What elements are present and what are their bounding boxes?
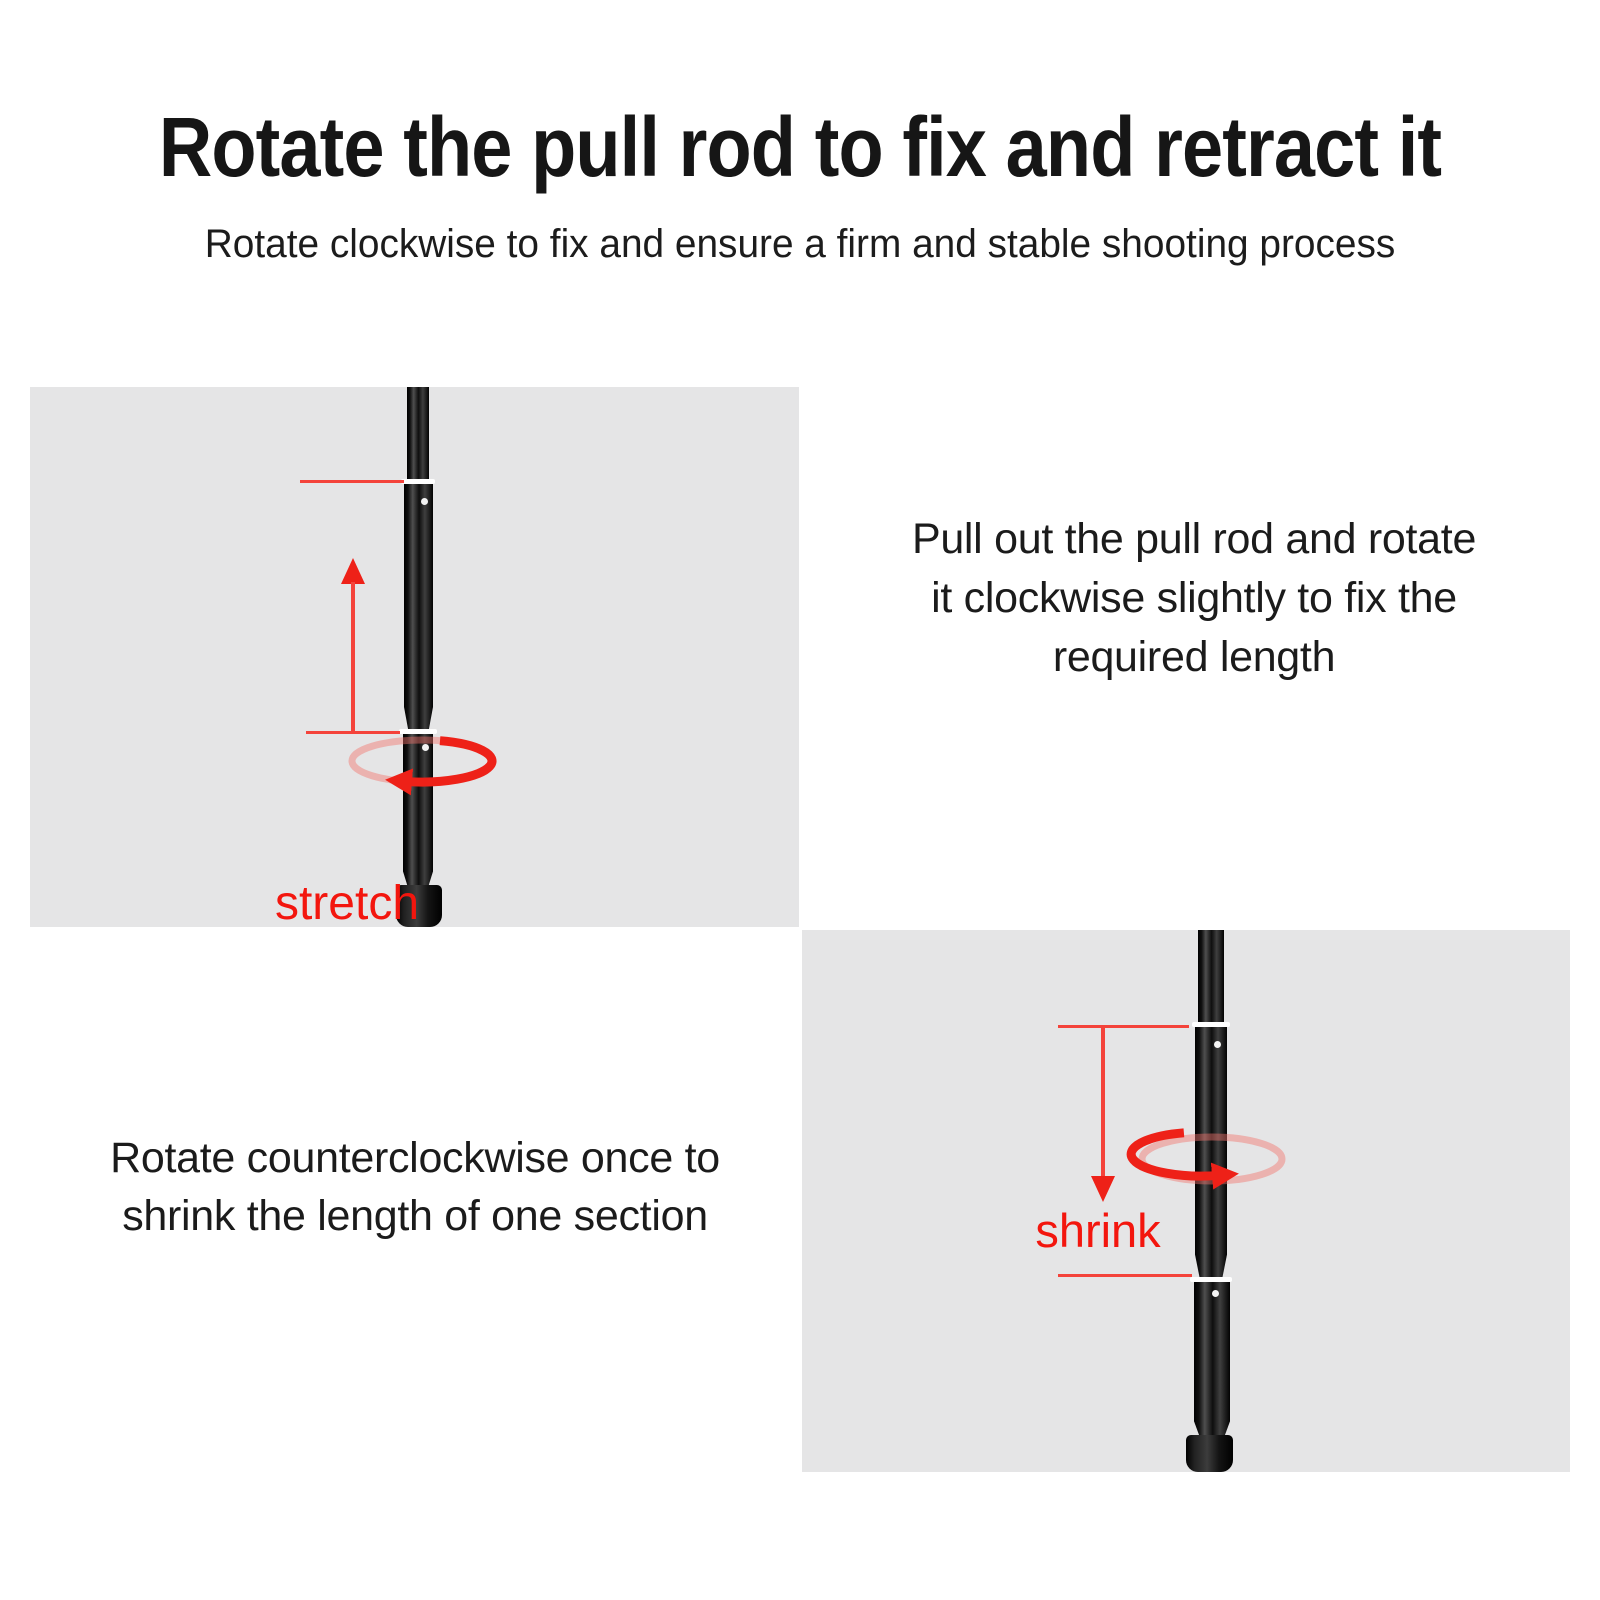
- dim-line-bottom: [1058, 1274, 1192, 1277]
- rod-hole-dot: [1212, 1290, 1219, 1297]
- dim-line-top: [1058, 1025, 1189, 1028]
- rotate-counterclockwise-ellipse-icon: [330, 717, 530, 807]
- rod-upper-section: [1198, 930, 1224, 1022]
- counterclockwise-note-line: shrink the length of one section: [122, 1192, 708, 1240]
- shrink-down-arrow-icon: [1091, 1176, 1115, 1202]
- stretch-illustration-panel: [30, 387, 799, 930]
- rod-hole-dot: [1214, 1041, 1221, 1048]
- page-title: Rotate the pull rod to fix and retract it: [158, 100, 1442, 194]
- dim-line-top: [300, 480, 404, 483]
- stretch-up-arrow-icon: [341, 558, 365, 584]
- pull-out-note: [844, 510, 1544, 687]
- shrink-illustration-panel: [802, 930, 1570, 1472]
- stretch-label: stretch: [274, 877, 420, 930]
- pull-out-note-line: Pull out the pull rod and rotate: [911, 515, 1477, 563]
- stretch-arrow-line: [351, 582, 355, 733]
- rod-hole-dot: [421, 498, 428, 505]
- rotate-clockwise-ellipse-icon: [1122, 1115, 1322, 1205]
- rod-upper-section: [407, 387, 429, 479]
- rod-rubber-foot: [1186, 1435, 1233, 1472]
- rod-lower-section: [1194, 1282, 1230, 1435]
- shrink-label: shrink: [1035, 1204, 1161, 1257]
- pull-out-note-line: it clockwise slightly to fix the: [931, 574, 1457, 622]
- rod-joint-lower: [1190, 1277, 1232, 1282]
- shrink-arrow-line: [1101, 1028, 1105, 1178]
- rod-joint-upper: [401, 479, 435, 484]
- pull-out-note-line: required length: [1052, 633, 1336, 681]
- rod-joint-upper: [1192, 1022, 1230, 1027]
- rod-middle-section: [404, 484, 433, 729]
- counterclockwise-note-line: Rotate counterclockwise once to: [110, 1134, 720, 1182]
- page-subtitle: Rotate clockwise to fix and ensure a firm and stable shooting process: [204, 222, 1396, 266]
- counterclockwise-note: [95, 1129, 735, 1245]
